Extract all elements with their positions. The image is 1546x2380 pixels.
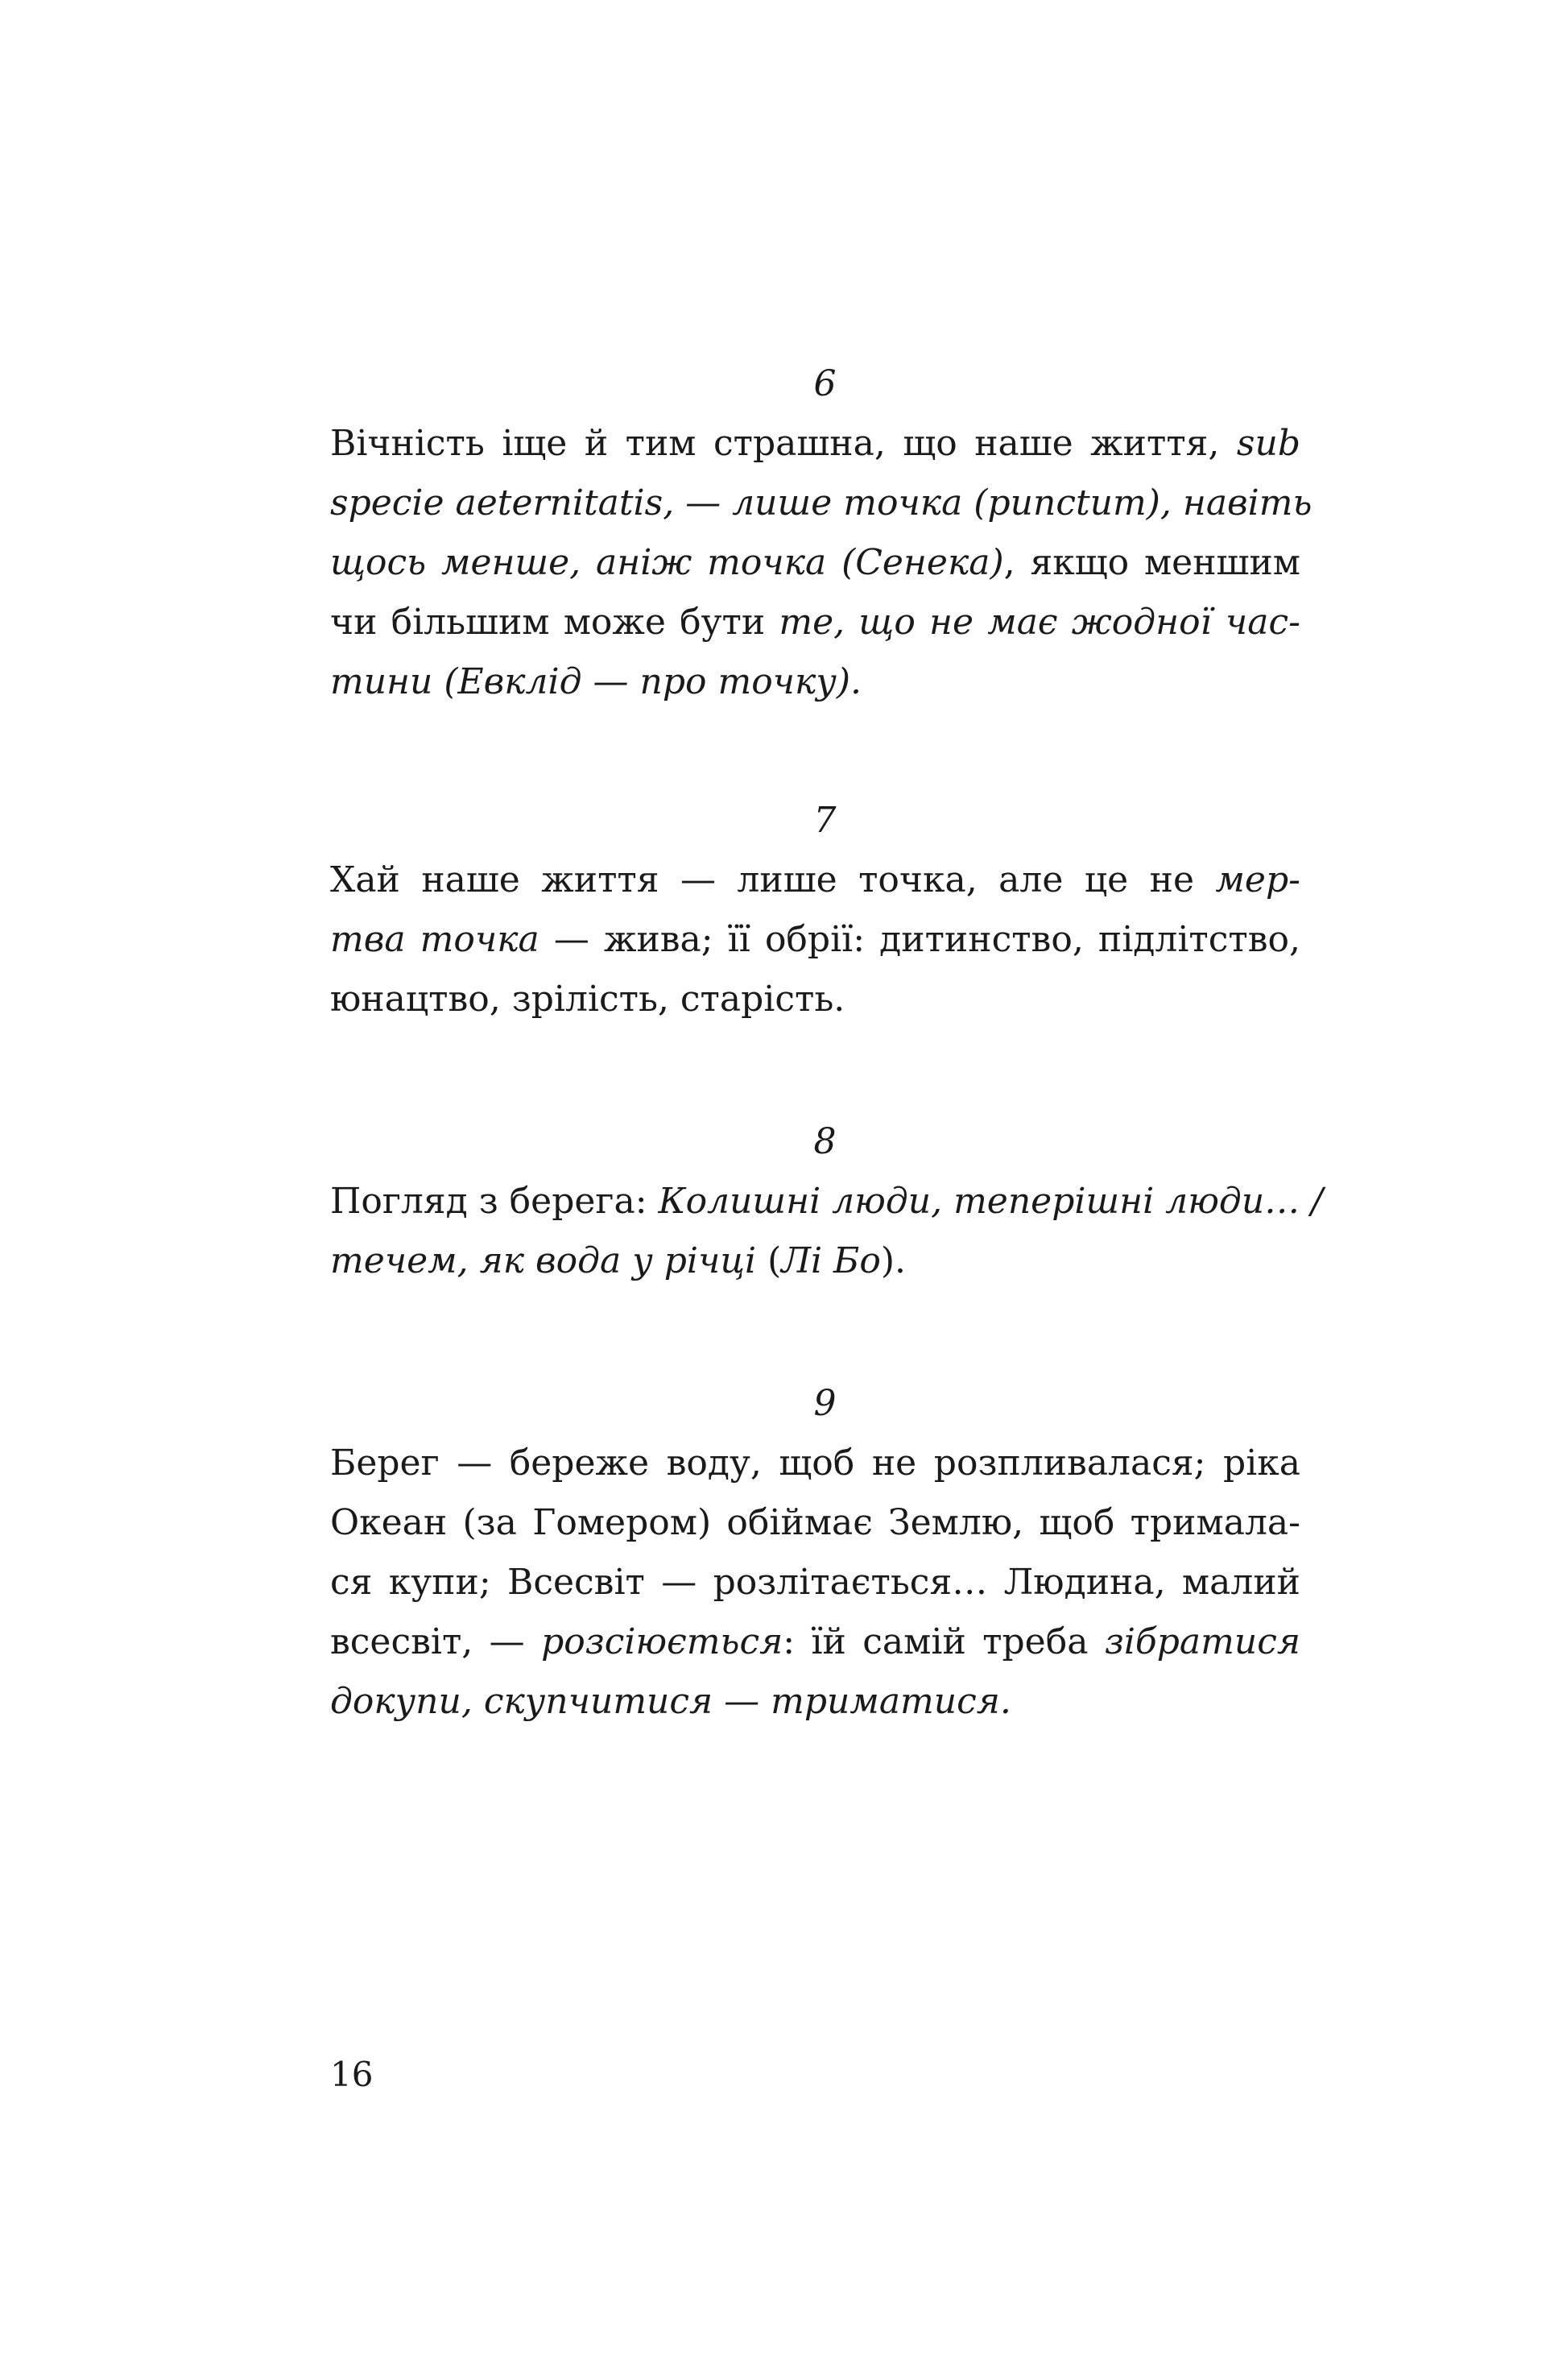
text-line: Океан (за Гомером) обіймає Землю, щоб тримала- <box>330 1502 1300 1543</box>
section-8 <box>330 1115 1323 1291</box>
section-number: 9 <box>813 1383 837 1424</box>
text-line: ся купи; Всесвіт — розлітається… Людина, малий <box>330 1562 1300 1603</box>
section-number: 6 <box>813 363 837 404</box>
text-line: Хай наше життя — лише точка, але це не мер- <box>330 859 1300 900</box>
text-line: specie aeternitatis, — лише точка (punctum), навіть <box>330 482 1312 524</box>
text-line: докупи, скупчитися — триматися. <box>330 1681 1011 1722</box>
text-line: чи більшим може бути те, що не має жодної час- <box>330 602 1300 643</box>
section-9 <box>330 1377 1300 1732</box>
page-number: 16 <box>330 2055 374 2094</box>
text-line: щось менше, аніж точка (Сенека), якщо меншим <box>330 542 1300 583</box>
text-line: Погляд з берега: Колишні люди, теперішні люди… / <box>330 1181 1323 1222</box>
section-7 <box>330 794 1300 1029</box>
section-number: 7 <box>813 800 837 841</box>
section-6 <box>330 358 1312 712</box>
text-line: тва точка — жива; її обрії: дитинство, підлітство, <box>330 919 1300 960</box>
text-line: юнацтво, зрілість, старість. <box>330 979 845 1020</box>
text-line: течем, як вода у річці (Лі Бо). <box>330 1240 907 1281</box>
text-line: тини (Евклід — про точку). <box>330 661 862 702</box>
text-line: Вічність іще й тим страшна, що наше життя, sub <box>330 423 1300 464</box>
section-number: 8 <box>813 1121 837 1162</box>
text-line: Берег — береже воду, щоб не розпливалася; ріка <box>330 1442 1300 1484</box>
text-line: всесвіт, — розсіюється: їй самій треба зібратися <box>330 1621 1300 1662</box>
